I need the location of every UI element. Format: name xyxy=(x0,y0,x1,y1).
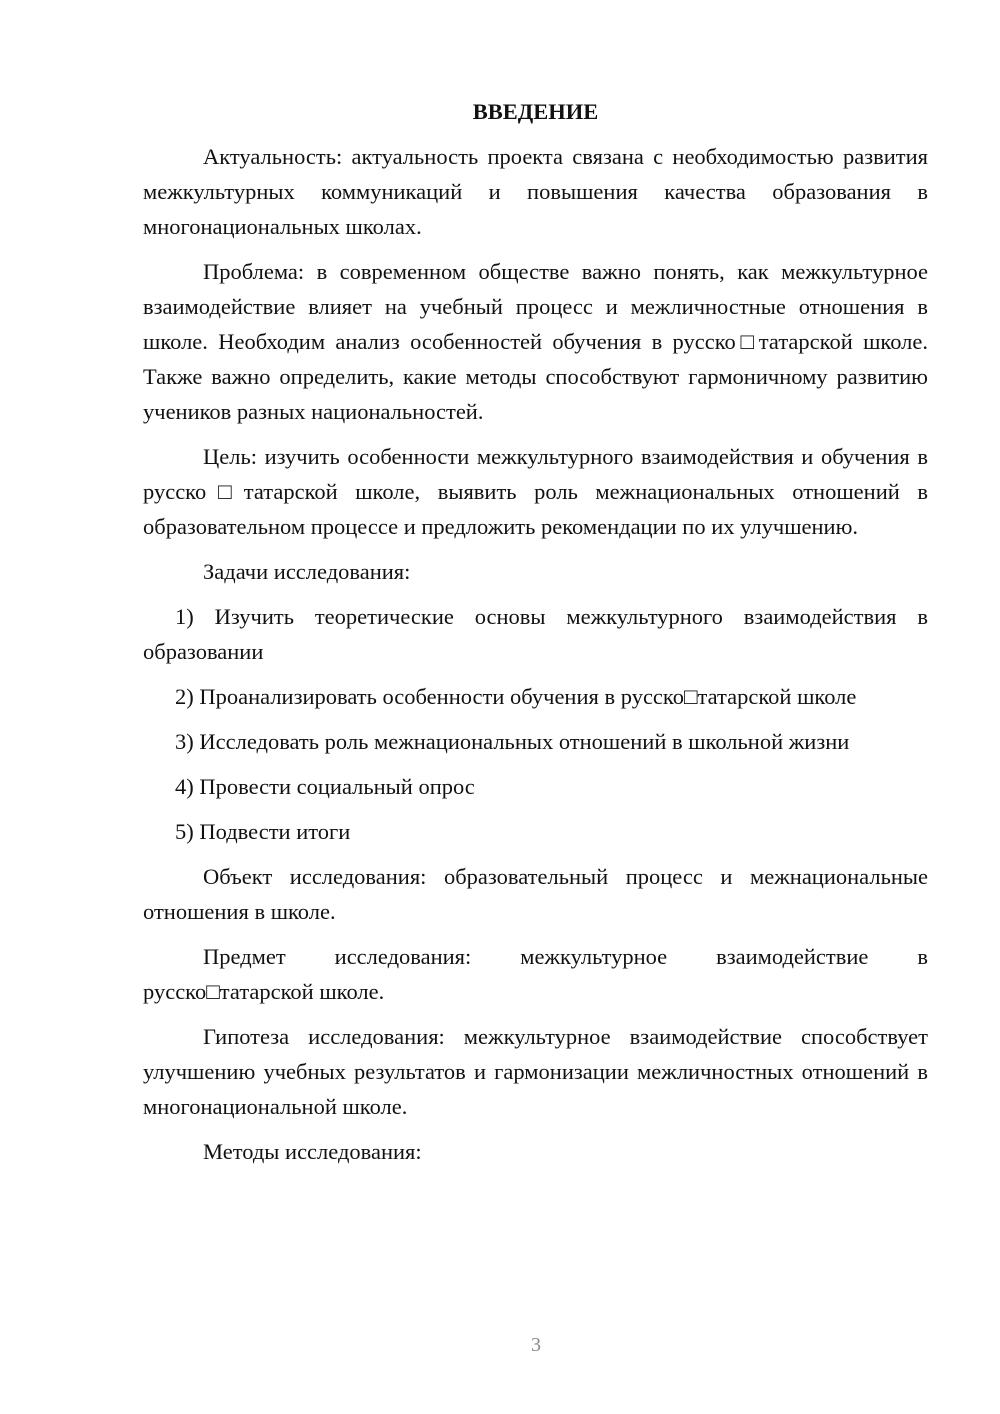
task-item-1: 1) Изучить теоретические основы межкультурного взаимодействия в образовании xyxy=(143,604,928,664)
section-title: ВВЕДЕНИЕ xyxy=(472,99,599,124)
goal-paragraph: Цель: изучить особенности межкультурного взаимодействия и обучения в русско□татарской школе, выявить роль межнациональных отношений в образовательном процессе и предложить рекомендации по их улучшению. xyxy=(143,444,928,539)
task-item-2: 2) Проанализировать особенности обучения в русско□татарской школе xyxy=(175,684,857,709)
subject-paragraph: Предмет исследования: межкультурное взаимодействие в русско□татарской школе. xyxy=(143,944,928,1004)
problem-paragraph: Проблема: в современном обществе важно понять, как межкультурное взаимодействие влияет на учебный процесс и межличностные отношения в школе. Необходим анализ особенностей обучения в русско□татарской школе. Также важно определить, какие методы способствуют гармоничному развитию учеников разных национальностей. xyxy=(143,259,928,424)
methods-heading: Методы исследования: xyxy=(203,1139,422,1164)
object-paragraph: Объект исследования: образовательный процесс и межнациональные отношения в школе. xyxy=(143,864,928,924)
page-number: 3 xyxy=(531,1334,541,1356)
task-item-5: 5) Подвести итоги xyxy=(175,819,351,844)
tasks-heading: Задачи исследования: xyxy=(203,559,411,584)
page-content xyxy=(143,94,928,1179)
relevance-paragraph: Актуальность: актуальность проекта связана с необходимостью развития межкультурных коммуникаций и повышения качества образования в многонациональных школах. xyxy=(143,144,928,239)
task-item-4: 4) Провести социальный опрос xyxy=(175,774,475,799)
hypothesis-paragraph: Гипотеза исследования: межкультурное взаимодействие способствует улучшению учебных результатов и гармонизации межличностных отношений в многонациональной школе. xyxy=(143,1024,928,1119)
task-item-3: 3) Исследовать роль межнациональных отношений в школьной жизни xyxy=(175,729,850,754)
